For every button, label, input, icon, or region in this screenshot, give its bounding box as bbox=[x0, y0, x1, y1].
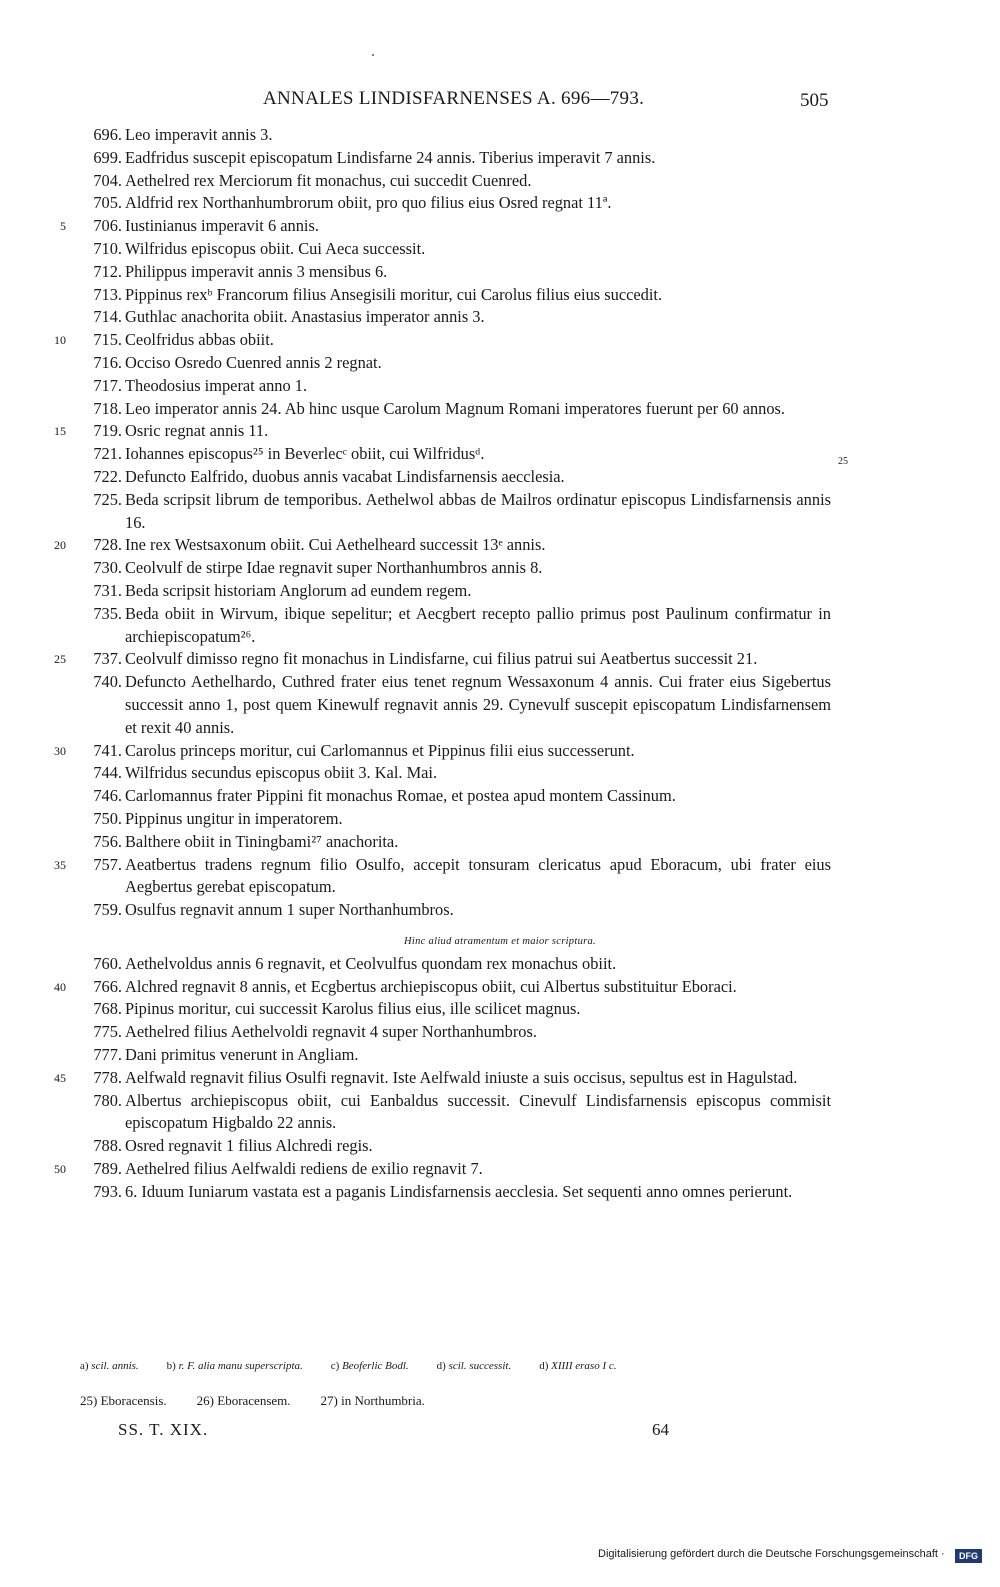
entry-text: Aldfrid rex Northanhumbrorum obiit, pro quo filius eius Osred regnat 11ª. bbox=[125, 193, 612, 213]
entry-year: 706. bbox=[93, 216, 122, 236]
entry-text: Aethelred filius Aethelvoldi regnavit 4 super Northanhumbros. bbox=[125, 1022, 537, 1042]
annal-entry bbox=[0, 762, 1000, 785]
footnote-text: scil. successit. bbox=[448, 1360, 512, 1372]
annal-entry bbox=[0, 1067, 1000, 1090]
footnote-mark: d) bbox=[539, 1360, 549, 1372]
entry-year: 719. bbox=[93, 421, 122, 441]
annal-entry bbox=[0, 1090, 1000, 1136]
annal-entry bbox=[0, 147, 1000, 170]
entry-year: 714. bbox=[93, 307, 122, 327]
entry-year: 757. bbox=[93, 854, 122, 874]
line-number: 20 bbox=[54, 538, 66, 553]
annal-entry bbox=[0, 580, 1000, 603]
annal-entry bbox=[0, 170, 1000, 193]
running-header bbox=[0, 88, 1000, 118]
page-number: 505 bbox=[800, 90, 829, 111]
line-number: 30 bbox=[54, 743, 66, 758]
footnote-mark: b) bbox=[166, 1360, 176, 1372]
annal-entry bbox=[0, 306, 1000, 329]
annals-entries bbox=[0, 124, 1000, 1204]
entry-year: 766. bbox=[93, 976, 122, 996]
annal-entry bbox=[0, 420, 1000, 443]
dfg-logo: DFG bbox=[955, 1549, 982, 1563]
entry-text: Wilfridus secundus episcopus obiit 3. Kal. Mai. bbox=[125, 763, 438, 783]
entry-text: Aethelred filius Aelfwaldi rediens de exilio regnavit 7. bbox=[125, 1159, 483, 1179]
footnote-text: XIIII eraso I c. bbox=[551, 1360, 617, 1372]
entry-year: 768. bbox=[93, 999, 122, 1019]
entry-year: 780. bbox=[93, 1090, 122, 1110]
footnote-number bbox=[321, 1393, 425, 1409]
entry-text: Osulfus regnavit annum 1 super Northanhumbros. bbox=[125, 900, 454, 920]
annal-entry bbox=[0, 648, 1000, 671]
entries-before bbox=[0, 124, 1000, 922]
annal-entry bbox=[0, 534, 1000, 557]
entry-year: 715. bbox=[93, 330, 122, 350]
entry-text: Beda scripsit librum de temporibus. Aethelwol abbas de Mailros ordinatur episcopus Lindisfarnensis annis 16. bbox=[125, 489, 831, 532]
entry-text: Ceolvulf de stirpe Idae regnavit super Northanhumbros annis 8. bbox=[125, 558, 543, 578]
entry-text: Eadfridus suscepit episcopatum Lindisfarne 24 annis. Tiberius imperavit 7 annis. bbox=[125, 147, 656, 167]
annal-entry bbox=[0, 671, 1000, 739]
annal-entry bbox=[0, 375, 1000, 398]
entry-year: 728. bbox=[93, 535, 122, 555]
footnote-number bbox=[80, 1393, 167, 1409]
entry-text: Beda obiit in Wirvum, ibique sepelitur; et Aecgbert recepto pallio primus post Paulinum confirmatur in archiepiscopatum²⁶. bbox=[125, 603, 831, 646]
entry-year: 722. bbox=[93, 466, 122, 486]
entry-text: Pippinus ungitur in imperatorem. bbox=[125, 808, 343, 828]
entry-text: Philippus imperavit annis 3 mensibus 6. bbox=[125, 261, 388, 281]
entry-text: Iohannes episcopus²⁵ in Beverlecᶜ obiit, cui Wilfridusᵈ. bbox=[125, 444, 485, 464]
annal-entry bbox=[0, 998, 1000, 1021]
entry-year: 740. bbox=[93, 672, 122, 692]
entry-text: Balthere obiit in Tiningbami²⁷ anachorita. bbox=[125, 831, 399, 851]
annal-entry bbox=[0, 352, 1000, 375]
entry-text: Wilfridus episcopus obiit. Cui Aeca successit. bbox=[125, 238, 426, 258]
line-number: 5 bbox=[60, 219, 66, 234]
footnote-mark: d) bbox=[436, 1360, 446, 1372]
line-number: 10 bbox=[54, 333, 66, 348]
annal-entry bbox=[0, 443, 1000, 466]
annal-entry bbox=[0, 1181, 1000, 1204]
annal-entry bbox=[0, 557, 1000, 580]
entry-year: 788. bbox=[93, 1136, 122, 1156]
entry-text: Carlomannus frater Pippini fit monachus Romae, et postea apud montem Cassinum. bbox=[125, 786, 676, 806]
entry-text: Albertus archiepiscopus obiit, cui Eanbaldus successit. Cinevulf Lindisfarnensis episcopus commisit episcopatum Higbaldo 22 annis. bbox=[125, 1090, 831, 1133]
footnote-text: Beoferlic Bodl. bbox=[342, 1360, 409, 1372]
entry-year: 712. bbox=[93, 261, 122, 281]
line-number: 50 bbox=[54, 1162, 66, 1177]
entry-year: 704. bbox=[93, 170, 122, 190]
signature-mark: SS. T. XIX. bbox=[118, 1420, 209, 1439]
entry-text: Iustinianus imperavit 6 annis. bbox=[125, 216, 319, 236]
footnotes-numbers bbox=[80, 1393, 455, 1409]
footnote-number bbox=[197, 1393, 291, 1409]
annal-entry bbox=[0, 953, 1000, 976]
entry-text: Theodosius imperat anno 1. bbox=[125, 375, 308, 395]
footnote-text: r. F. alia manu superscripta. bbox=[178, 1360, 303, 1372]
entry-year: 710. bbox=[93, 238, 122, 258]
entry-year: 696. bbox=[93, 125, 122, 144]
entry-text: Ceolvulf dimisso regno fit monachus in Lindisfarne, cui filius patrui sui Aeatbertus successit 21. bbox=[125, 649, 758, 669]
entry-text: Guthlac anachorita obiit. Anastasius imperator annis 3. bbox=[125, 307, 485, 327]
footnote-letter bbox=[539, 1360, 616, 1372]
footnote-mark: 25) bbox=[80, 1393, 98, 1408]
entry-year: 741. bbox=[93, 740, 122, 760]
entry-year: 775. bbox=[93, 1022, 122, 1042]
footnote-letter bbox=[80, 1360, 139, 1372]
footnote-letter bbox=[437, 1360, 512, 1372]
entry-text: Leo imperator annis 24. Ab hinc usque Carolum Magnum Romani imperatores fuerunt per 60 annos. bbox=[125, 398, 786, 418]
entry-year: 721. bbox=[93, 444, 122, 464]
entry-year: 716. bbox=[93, 352, 122, 372]
annal-entry bbox=[0, 1044, 1000, 1067]
footnote-letter bbox=[331, 1360, 409, 1372]
annal-entry bbox=[0, 1135, 1000, 1158]
entry-year: 778. bbox=[93, 1067, 122, 1087]
entry-text: Beda scripsit historiam Anglorum ad eundem regem. bbox=[125, 580, 472, 600]
entry-year: 744. bbox=[93, 763, 122, 783]
line-number: 15 bbox=[54, 424, 66, 439]
annal-entry bbox=[0, 831, 1000, 854]
entry-year: 756. bbox=[93, 831, 122, 851]
entry-text: Dani primitus venerunt in Angliam. bbox=[125, 1045, 359, 1065]
digitization-credit: Digitalisierung gefördert durch die Deutsche Forschungsgemeinschaft · bbox=[598, 1548, 945, 1560]
entry-year: 737. bbox=[93, 649, 122, 669]
annal-entry bbox=[0, 1021, 1000, 1044]
annal-entry bbox=[0, 398, 1000, 421]
line-number: 40 bbox=[54, 979, 66, 994]
footnote-text: Eboracensis. bbox=[100, 1393, 167, 1408]
annal-entry bbox=[0, 785, 1000, 808]
annal-entry bbox=[0, 603, 1000, 649]
entry-text: Aelfwald regnavit filius Osulfi regnavit. Iste Aelfwald iniuste a suis occisus, sepultus est in Hagulstad. bbox=[125, 1067, 798, 1087]
entry-year: 746. bbox=[93, 786, 122, 806]
annal-entry bbox=[0, 1158, 1000, 1181]
annal-entry bbox=[0, 124, 1000, 147]
entry-text: 6. Iduum Iuniarum vastata est a paganis Lindisfarnensis aecclesia. Set sequenti anno omnes perierunt. bbox=[125, 1181, 793, 1201]
print-speck bbox=[372, 54, 374, 56]
entry-year: 718. bbox=[93, 398, 122, 418]
entry-text: Defuncto Ealfrido, duobus annis vacabat Lindisfarnensis aecclesia. bbox=[125, 466, 565, 486]
entry-year: 705. bbox=[93, 193, 122, 213]
entry-text: Aeatbertus tradens regnum filio Osulfo, accepit tonsuram clericatus apud Eboracum, ubi frater eius Aegbertus gerebat episcopatum. bbox=[125, 854, 831, 897]
entry-text: Leo imperavit annis 3. bbox=[125, 125, 273, 144]
entry-year: 735. bbox=[93, 603, 122, 623]
annal-entry bbox=[0, 808, 1000, 831]
entry-text: Pippinus rexᵇ Francorum filius Ansegisili moritur, cui Carolus filius eius succedit. bbox=[125, 284, 663, 304]
annal-entry bbox=[0, 899, 1000, 922]
entry-year: 731. bbox=[93, 580, 122, 600]
entry-year: 759. bbox=[93, 900, 122, 920]
annal-entry bbox=[0, 284, 1000, 307]
entries-after bbox=[0, 953, 1000, 1204]
entry-text: Osred regnavit 1 filius Alchredi regis. bbox=[125, 1136, 373, 1156]
annal-entry bbox=[0, 192, 1000, 215]
entry-text: Osric regnat annis 11. bbox=[125, 421, 269, 441]
footnotes-letters bbox=[80, 1360, 840, 1372]
entry-text: Ine rex Westsaxonum obiit. Cui Aethelheard successit 13ᵉ annis. bbox=[125, 535, 546, 555]
footnote-mark: a) bbox=[80, 1360, 89, 1372]
annal-entry bbox=[0, 329, 1000, 352]
annal-entry bbox=[0, 238, 1000, 261]
entry-year: 725. bbox=[93, 489, 122, 509]
entry-text: Aethelvoldus annis 6 regnavit, et Ceolvulfus quondam rex monachus obiit. bbox=[125, 953, 617, 973]
footnote-mark: 26) bbox=[196, 1393, 214, 1408]
line-number: 35 bbox=[54, 857, 66, 872]
footnote-mark: 27) bbox=[320, 1393, 338, 1408]
annal-entry bbox=[0, 261, 1000, 284]
entry-year: 730. bbox=[93, 558, 122, 578]
entry-year: 789. bbox=[93, 1159, 122, 1179]
line-number: 45 bbox=[54, 1070, 66, 1085]
entry-text: Alchred regnavit 8 annis, et Ecgbertus archiepiscopus obiit, cui Albertus substituitur Eboraci. bbox=[125, 976, 737, 996]
ink-change-note: Hinc aliud atramentum et maior scriptura. bbox=[404, 935, 596, 947]
annal-entry bbox=[0, 976, 1000, 999]
line-number: 25 bbox=[54, 652, 66, 667]
entry-text: Aethelred rex Merciorum fit monachus, cui succedit Cuenred. bbox=[125, 170, 532, 190]
entry-text: Carolus princeps moritur, cui Carlomannus et Pippinus filii eius successerunt. bbox=[125, 740, 635, 760]
annal-entry bbox=[0, 466, 1000, 489]
entry-year: 717. bbox=[93, 375, 122, 395]
footnote-text: Eboracensem. bbox=[217, 1393, 291, 1408]
annal-entry bbox=[0, 215, 1000, 238]
entry-text: Occiso Osredo Cuenred annis 2 regnat. bbox=[125, 352, 382, 372]
margin-line-number: 25 bbox=[838, 456, 848, 468]
footnote-mark: c) bbox=[330, 1360, 340, 1372]
entry-year: 793. bbox=[93, 1181, 122, 1201]
annal-entry bbox=[0, 740, 1000, 763]
footnote-text: in Northumbria. bbox=[341, 1393, 425, 1408]
entry-year: 750. bbox=[93, 808, 122, 828]
annal-entry bbox=[0, 489, 1000, 535]
footnote-letter bbox=[167, 1360, 303, 1372]
entry-year: 713. bbox=[93, 284, 122, 304]
entry-text: Pipinus moritur, cui successit Karolus filius eius, ille scilicet magnus. bbox=[125, 999, 581, 1019]
annal-entry bbox=[0, 854, 1000, 900]
entry-text: Defuncto Aethelhardo, Cuthred frater eius tenet regnum Wessaxonum 4 annis. Cui frater eius Sigebertus successit anno 1, post quem Kinewulf regnavit annis 29. Cynevulf suscepit episcopatum Lindisfarnensem et rexit 40 annis. bbox=[125, 672, 831, 737]
entry-text: Ceolfridus abbas obiit. bbox=[125, 330, 274, 350]
entry-year: 699. bbox=[93, 147, 122, 167]
entry-year: 760. bbox=[93, 953, 122, 973]
footnote-text: scil. annis. bbox=[91, 1360, 139, 1372]
entry-year: 777. bbox=[93, 1045, 122, 1065]
sheet-number: 64 bbox=[652, 1420, 669, 1439]
page-title: ANNALES LINDISFARNENSES A. 696—793. bbox=[263, 88, 645, 109]
